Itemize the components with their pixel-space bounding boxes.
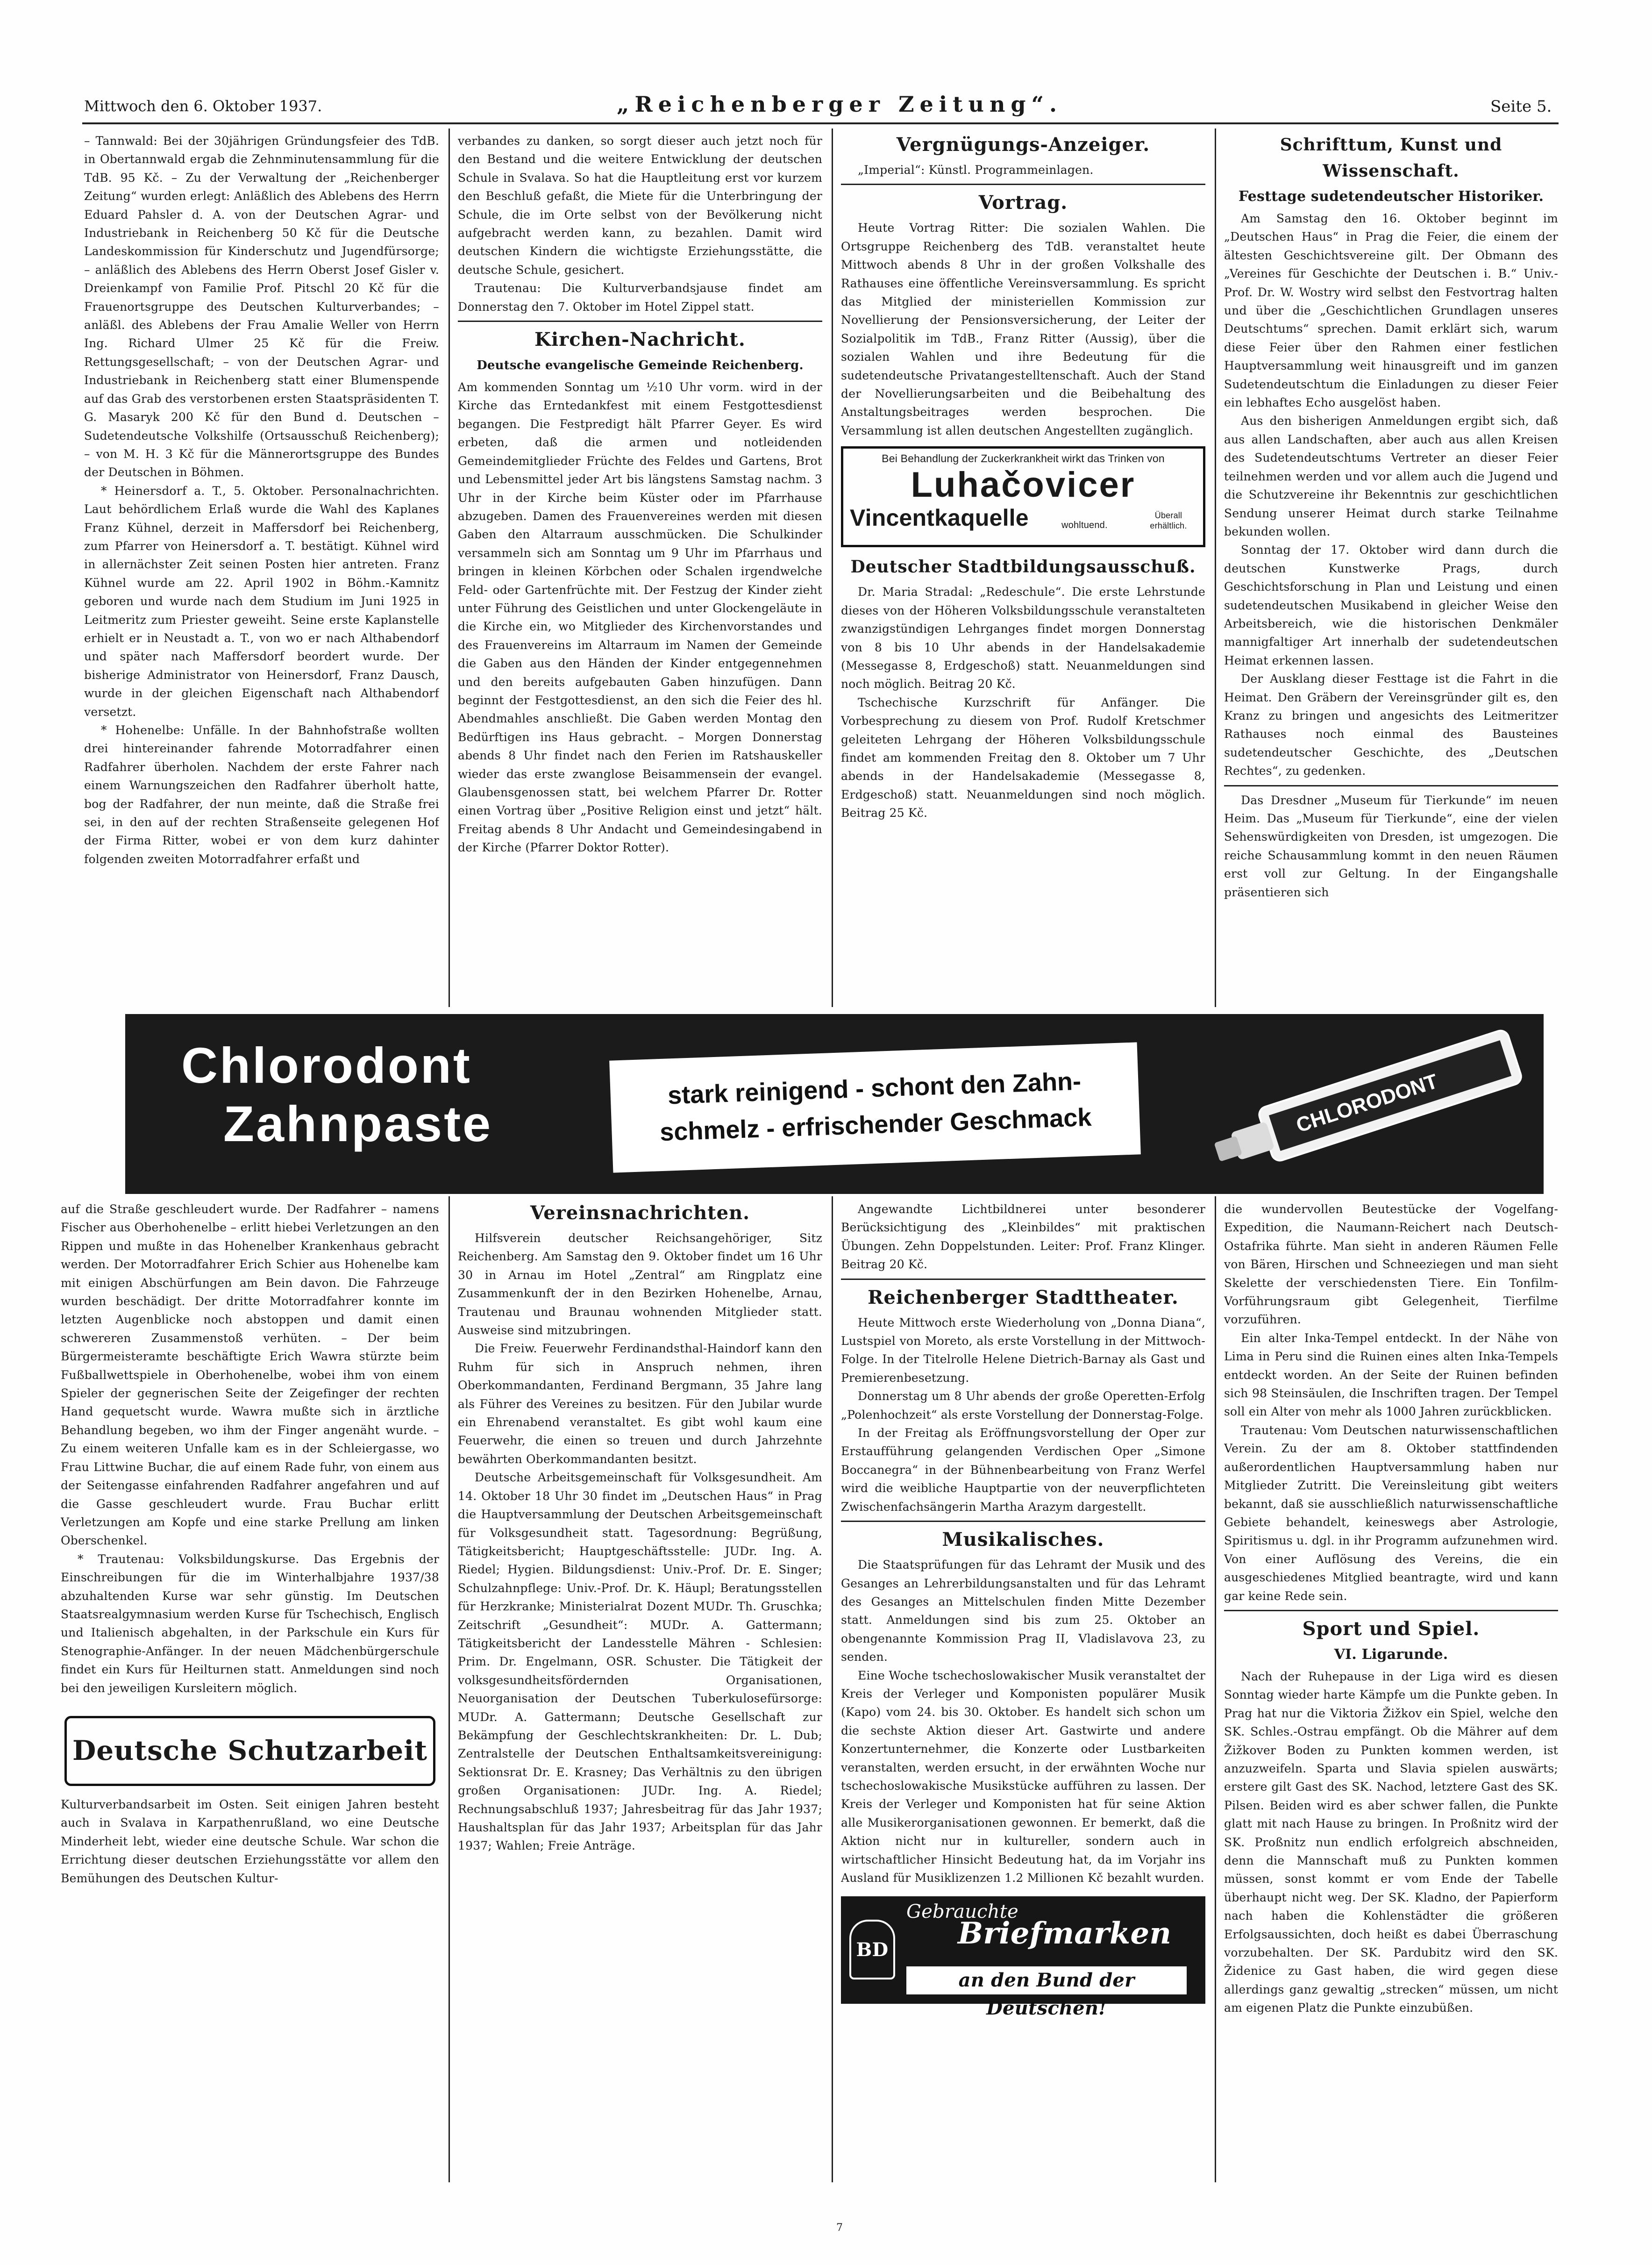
column-divider [1215,1196,1216,2182]
briefmarken-ad [841,1896,1205,2020]
ad-note-2: Überall erhältlich. [1150,511,1187,531]
musik-text-2: Eine Woche tschechoslowakischer Musik veranstaltet der Kreis der Verleger und Komponisten populärer Musik (Kapo) vom 24. bis 30. Oktober. Es handelt sich schon um die sechste Aktion dieser Art. Gastwirte und andere Konzertunternehmer, die Konzerte oder Lustbarkeiten veranstalten, werden ersucht, in der erwähnten Woche nur tschechoslowakische Musikstücke aufführen zu lassen. Der Kreis der Verleger und Komponisten hat für seine Aktion alle Musikerorganisationen gewonnen. Er bemerkt, daß die Aktion nicht nur in kultureller, sondern auch in wirtschaftlicher Hinsicht Bedeutung hat, da im Vorjahr ins Ausland für Musiklizenzen 1.2 Millionen Kč bezahlt wurden. [841,1668,1205,1885]
kirchen-heading: Kirchen-Nachricht. [534,329,746,351]
vergnuegung-text: „Imperial“: Künstl. Programmeinlagen. [858,163,1094,177]
trautenau-verein-text: Trautenau: Vom Deutschen naturwissenschaftlichen Verein. Zu der am 8. Oktober stattfindenden außerordentlichen Hauptversammlung haben nur Mitglieder Zutritt. Die Vereinsleitung gibt weiters bekannt, daß sie ausschließlich naturwissenschaftliche Gebiete behandelt, keineswegs aber Astrologie, Spiritismus u. dgl. in ihr Programm aufzunehmen wird. Von einer Auflösung des Vereins, die ein ausgeschiedenes Mitglied beantragte, wird und kann gar keine Rede sein. [1224,1423,1558,1603]
article-hohenelbe-cont: auf die Straße geschleudert wurde. Der Radfahrer – namens Fischer aus Oberhohenelbe – erlitt hiebei Verletzungen an den Rippen und mußte in das Hohenelber Krankenhaus gebracht werden. Der Motorradfahrer Erich Schier aus Hohenelbe kam mit einigen Abschürfungen am Bein davon. Die Fahrzeuge wurden beschädigt. Der dritte Motorradfahrer konnte im letzten Augenblicke noch abstoppen und damit einen schwereren Zusammenstoß verhüten. – Der beim Bürgermeisteramte beschäftigte Erich Wawra stürzte beim Fußballwettspiele in Oberhohenelbe, wobei ihm von einem Spieler der gegnerischen Seite der Zeigefinger der rechten Hand gequetscht wurde. Wawra mußte sich in ärztliche Behandlung begeben, wo ihm der Finger angenäht wurde. – Zu einem weiteren Unfalle kam es in der Schleiergasse, wo Frau Littwine Buchar, die auf einem Rade fuhr, von einem aus der Seitengasse einfahrenden Radfahrer angefahren und auf die Gasse geschleudert wurde. Frau Buchar erlitt Verletzungen am Kopfe und eine starke Prellung am linken Oberschenkel. [61,1202,439,1548]
column-1-bottom [61,1200,439,2181]
section-rule [841,1279,1205,1280]
theater-text-1: Heute Mittwoch erste Wiederholung von „Donna Diana“, Lustspiel von Moreto, als erste Vorstellung in der Mittwoch-Folge. In der Titelrolle Helene Dietrich-Barnay als Gast und Premierenbesetzung. [841,1315,1205,1385]
ad-brand: Luhačovicer [911,465,1136,505]
issue-date: Mittwoch den 6. Oktober 1937. [84,97,322,115]
section-rule [841,184,1205,185]
ad-top-line: Bei Behandlung der Zuckerkrankheit wirkt das Trinken von [882,452,1165,465]
bd-badge [849,1920,895,1979]
section-rule [458,321,822,322]
vortrag-heading: Vortrag. [978,192,1068,214]
column-4-top [1224,132,1558,1006]
musik-text-1: Die Staatsprüfungen für das Lehramt der Musik und des Gesanges an Lehrerbildungsanstalten und für das Lehramt des Gesanges an Mittelschulen finden Mitte Dezember statt. Anmeldungen sind bis zum 25. Oktober an obengenannte Kommission Prag II, Vladislavova 23, zu senden. [841,1558,1205,1664]
section-rule [1224,785,1558,786]
bd-badge-label: BD [856,1938,889,1961]
section-rule [841,1521,1205,1522]
verein-heading: Vereinsnachrichten. [530,1202,750,1224]
ad-line-3: an den Bund der Deutschen! [906,1966,1187,1994]
chlorodont-ad [125,1014,1544,1194]
column-1-top [84,132,439,1006]
luhacovice-ad [841,446,1205,547]
theater-heading: Reichenberger Stadttheater. [868,1286,1179,1308]
musik-heading: Musikalisches. [942,1529,1104,1551]
article-heinersdorf: * Heinersdorf a. T., 5. Oktober. Personalnachrichten. Laut behördlichem Erlaß wurde die Wahl des Kaplanes Franz Kühnel, derzeit in Maffersdorf bei Reichenberg, zum Pfarrer von Heinersdorf a. T. bestätigt. Kühnel wird in allernächster Zeit seinen Posten hier antreten. Franz Kühnel wurde am 22. April 1902 in Böhm.-Kamnitz geboren und wurde nach dem Studium im Juni 1925 in Leitmeritz zum Priester geweiht. Seine erste Kaplanstelle erhielt er in Neustadt a. T., von wo er nach Althabendorf und später nach Maffersdorf beordert wurde. Der bisherige Administrator von Heinersdorf, Franz Dausch, wurde in der gleichen Eigenschaft nach Althabendorf versetzt. [84,484,439,719]
article-trautenau-kurse: * Trautenau: Volksbildungskurse. Das Ergebnis der Einschreibungen für die im Winterhalbjahre 1937/38 abzuhaltenden Kurse war sehr günstig. Im Deutschen Staatsrealgymnasium werden Kurse für Tschechisch, Englisch und Italienisch abgehalten, in der Parkschule ein Kurs für Stenographie-Anfänger. In der neuen Mädchenbürgerschule findet ein Kurs für Heilturnen statt. Anmeldungen sind noch bei den jeweiligen Kursleitern möglich. [61,1552,439,1695]
sport-heading: Sport und Spiel. [1302,1617,1480,1640]
lichtbild-text: Angewandte Lichtbildnerei unter besonderer Berücksichtigung des „Kleinbildes“ mit praktischen Übungen. Zehn Doppelstunden. Leiter: Prof. Franz Klinger. Beitrag 20 Kč. [841,1202,1205,1272]
theater-text-2: Donnerstag um 8 Uhr abends der große Operetten-Erfolg „Polenhochzeit“ als erste Vorstellung der Donnerstag-Folge. [841,1389,1205,1422]
article-kulturverband-trautenau: Trautenau: Die Kulturverbandsjause findet am Donnerstag den 7. Oktober im Hotel Zippel statt. [458,281,822,314]
ad-product-name-2: Zahnpaste [223,1095,493,1152]
article-donations: – Tannwald: Bei der 30jährigen Gründungsfeier des TdB. in Obertannwald ergab die Zehnminutensammlung für die TdB. 95 Kč. – Zu der Verwaltung der „Reichenberger Zeitung“ wurden erlegt: Anläßlich des Ablebens des Herrn Eduard Pahsler d. A. von der Deutschen Agrar- und Industriebank in Reichenberg 50 Kč für die Deutsche Landeskommission für Kinderschutz und Jugendfürsorge; – anläßlich des Ablebens des Herrn Oberst Josef Gisler v. Dreienkampf von Familie Prof. Pitschl 20 Kč für die Frauenortsgruppe des Deutschen Kulturverbandes; – anläßl. des Ablebens der Frau Amalie Weller von Herrn Ing. Richard Ulmer 25 Kč für die Freiw. Rettungsgesellschaft; – von der Deutschen Agrar- und Industriebank in Reichenberg statt einer Blumenspende auf das Grab des verstorbenen ersten Staatspräsidenten T. G. Masaryk 200 Kč für den Bund d. Deutschen – Sudetendeutsche Volkshilfe (Ortsausschuß Reichenberg); – von M. H. 3 Kč für die Männerortsgruppe des Bundes der Deutschen in Böhmen. [84,134,439,479]
verein-text-1: Hilfsverein deutscher Reichsangehöriger, Sitz Reichenberg. Am Samstag den 9. Oktober findet um 16 Uhr 30 in Arnau im Hotel „Zentral“ am Ringplatz eine Zusammenkunft der in den Bezirken Hohenelbe, Arnau, Trautenau und Braunau wohnenden Mitglieder statt. Ausweise sind mitzubringen. [458,1231,822,1337]
schrifttum-subheading: Festtage sudetendeutscher Historiker. [1238,188,1544,205]
sport-text: Nach der Ruhepause in der Liga wird es diesen Sonntag wieder harte Kämpfe um die Punkte geben. In Prag hat nur die Viktoria Žižkov ein Spiel, welche den SK. Schles.-Ostrau empfängt. Ob die Mährer auf dem Žižkover Boden zu Punkten kommen werden, ist anzuzweifeln. Sparta und Slavia spielen auswärts; erstere gilt Gast des SK. Nachod, letztere Gast des SK. Pilsen. Beiden wird es aber schwer fallen, die Punkte glatt mit nach Hause zu bringen. In Proßnitz wird der SK. Proßnitz nun endlich erfolgreich abschneiden, denn die Mannschaft muß zu Punkten kommen müssen, sonst kommt er vom Ende der Tabelle überhaupt nicht weg. Der SK. Kladno, der Papierform nach haben die Kohlenstädter die größeren Erfolgsaussichten, doch heißt es dabei Überraschung vorzubehalten. Der SK. Pardubitz wird den SK. Židenice zu Gast haben, die wird gegen diese allerdings ganz gewaltig „strecken“ müssen, um nicht am eigenen Platz die Punkte einzubüßen. [1224,1669,1558,2015]
masthead-rule [82,122,1559,124]
tube-label: CHLORODONT [1293,1070,1441,1137]
schutzarbeit-text: Kulturverbandsarbeit im Osten. Seit einigen Jahren besteht auch in Svalava in Karpathenrußland, wo eine Deutsche Minderheit lebt, wieder eine deutsche Schule. War schon die Errichtung dieser deutschen Erziehungsstätte vor allem den Bemühungen des Deutschen Kultur- [61,1797,439,1885]
verein-text-3: Deutsche Arbeitsgemeinschaft für Volksgesundheit. Am 14. Oktober 18 Uhr 30 findet im „Deutschen Haus“ in Prag die Hauptversammlung der Deutschen Arbeitsgemeinschaft für Volksgesundheit statt. Tagesordnung: Begrüßung, Tätigkeitsbericht; Hauptgeschäftsstelle: JUDr. Ing. A. Riedel; Hygien. Bildungsdienst: Univ.-Prof. Dr. E. Singer; Schulzahnpflege: Univ.-Prof. Dr. K. Häupl; Beratungsstellen für Herzkranke; Ministerialrat Dozent MUDr. Th. Gruschka; Zeitschrift „Gesundheit“: MUDr. A. Gattermann; Tätigkeitsbericht der Landesstelle Mähren - Schlesien: Prim. Dr. Engelmann, OSR. Schuster. Die Tätigkeit der volksgesundheitsfördernden Organisationen, Neuorganisation der Deutschen Tuberkulosefürsorge: MUDr. A. Gattermann; Deutsche Gesellschaft zur Bekämpfung der Geschlechtskrankheiten: Dr. L. Dub; Zentralstelle der Deutschen Enthaltsamkeitsvereinigung: Sektionsrat Dr. E. Krasney; Das Verhältnis zu den übrigen großen Organisationen: JUDr. Ing. A. Riedel; Rechnungsabschluß 1937; Jahresbeitrag für das Jahr 1937; Haushaltsplan für das Jahr 1937; Arbeitsplan für das Jahr 1937; Wahlen; Freie Anträge. [458,1471,822,1853]
column-divider [1215,129,1216,1007]
ad-product-name-1: Chlorodont [181,1037,472,1093]
column-2-bottom [458,1200,822,2181]
schrifttum-text-3: Sonntag der 17. Oktober wird dann durch die deutschen Kunstwerke Prags, durch Geschichtsforschung in Plan und Leistung und einen sudetendeutschen Musikabend in gleicher Weise den Arbeitsbereich, wie die historischen Denkmäler mannigfaltiger Art innerhalb der sudetendeutschen Heimat erkennen lassen. [1224,543,1558,667]
sport-subheading: VI. Ligarunde. [1334,1646,1448,1663]
vortrag-text: Heute Vortrag Ritter: Die sozialen Wahlen. Die Ortsgruppe Reichenberg des TdB. veranstaltet heute Mittwoch abends 8 Uhr in der großen Volkshalle des Rathauses eine öffentliche Vereinsversammlung. Es spricht das Mitglied der ministeriellen Kommission zur Novellierung der Pensionsversicherung, der Leiter der Sozialpolitik im TdB., Franz Ritter (Aussig), über die sozialen Wahlen und ihre Bedeutung für die sudetendeutsche Privatangestelltenschaft. Auch der Stand der Novellierungsarbeiten und die Beibehaltung des Anstaltungsbeitrages werden besprochen. Die Versammlung ist allen deutschen Angestellten zugänglich. [841,221,1205,437]
column-divider [449,1196,450,2182]
stadtbildung-heading: Deutscher Stadtbildungsausschuß. [850,557,1196,577]
inka-text: Ein alter Inka-Tempel entdeckt. In der Nähe von Lima in Peru sind die Ruinen eines alten Inka-Tempels entdeckt worden. An der Seite der Ruinen befinden sich 98 Steinsäulen, die Inschriften tragen. Der Tempel soll ein Alter von mehr als 1000 Jahren zurückblicken. [1224,1331,1558,1419]
column-3-top [841,132,1205,1006]
ad-slogan-2: schmelz - erfrischender Geschmack [659,1103,1092,1147]
column-divider [832,1196,833,2182]
schutzarbeit-title: Deutsche Schutzarbeit [72,1735,428,1767]
column-4-bottom [1224,1200,1558,2181]
schrifttum-heading: Schrifttum, Kunst und Wissenschaft. [1280,135,1502,181]
article-svalava-cont: verbandes zu danken, so sorgt dieser auch jetzt noch für den Bestand und die weitere Entwicklung der deutschen Schule in Svalava. So hat die Hauptleitung erst vor kurzem den Beschluß gefaßt, die Miete für die Unterbringung der Schule, die im Orte selbst von der Bevölkerung nicht aufgebracht werden kann, zu bezahlen. Damit wird deutschen Kindern die wichtigste Erziehungsstätte, die deutsche Schule, gesichert. [458,134,822,277]
ad-line-1: Gebrauchte [906,1901,1018,1923]
theater-text-3: In der Freitag als Eröffnungsvorstellung der Oper zur Erstaufführung gelangenden Verdischen Oper „Simone Boccanegra“ in der Bühnenbearbeitung von Franz Werfel wird die weibliche Hauptpartie von der neuverpflichteten Zwischenfachsängerin Martha Arazym dargestellt. [841,1426,1205,1514]
schrifttum-text-4: Der Ausklang dieser Festtage ist die Fahrt in die Heimat. Den Gräbern der Vereinsgründer gilt es, den Kranz zu bringen und angesichts des Leitmeritzer Rathauses noch einmal des Bausteines sudetendeutscher Geschichte, des „Deutschen Rechtes“, zu gedenken. [1224,672,1558,778]
stadtbildung-text-1: Dr. Maria Stradal: „Redeschule“. Die erste Lehrstunde dieses von der Höheren Volksbildungsschule veranstalteten zwanzigstündigen Lehrganges findet morgen Donnerstag von 8 bis 10 Uhr abends in der Handelsakademie (Messegasse 8, Erdgeschoß) statt. Neuanmeldungen sind noch möglich. Beitrag 20 Kč. [841,585,1205,691]
ad-slogan-1: stark reinigend - schont den Zahn- [667,1067,1082,1110]
column-3-bottom [841,1200,1205,2181]
ad-product: Vincentkaquelle [850,505,1029,531]
schrifttum-text-2: Aus den bisherigen Anmeldungen ergibt sich, daß aus allen Landschaften, aber auch aus allen Kreisen des Sudetendeutschtums Vertreter an dieser Feier teilnehmen werden und vor allem auch die Jugend und die Schutzvereine ihr Bekenntnis zur geschichtlichen Sendung unserer Heimat durch starke Teilnahme bekunden wollen. [1224,414,1558,538]
column-divider [449,129,450,1007]
column-divider [832,129,833,1007]
museum-text-cont: die wundervollen Beutestücke der Vogelfang-Expedition, die Naumann-Reichert nach Deutsch-Ostafrika führte. Man sieht in anderen Räumen Felle von Bären, Hirschen und Schneeziegen und man sieht Skelette der verschiedensten Tiere. Ein Tonfilm-Vorführungsraum gibt Gelegenheit, Tierfilme vorzuführen. [1224,1202,1558,1327]
museum-text: Das Dresdner „Museum für Tierkunde“ im neuen Heim. Das „Museum für Tierkunde“, eine der vielen Sehenswürdigkeiten von Dresden, ist umgezogen. Die reiche Schausammlung kommt in den neuen Räumen erst voll zur Geltung. In der Eingangshalle präsentieren sich [1224,793,1558,899]
kirchen-subheading: Deutsche evangelische Gemeinde Reichenberg. [477,358,804,373]
vergnuegung-heading: Vergnügungs-Anzeiger. [896,134,1150,156]
ad-line-2: Briefmarken [958,1916,1172,1951]
article-hohenelbe: * Hohenelbe: Unfälle. In der Bahnhofstraße wollten drei hintereinander fahrende Motorradfahrer einen Radfahrer überholen. Nachdem der erste Fahrer nach einem Warnungszeichen den Radfahrer überholt hatte, bog der Radfahrer, der nun meinte, daß die Straße frei sei, in den auf der rechten Straßenseite gelegenen Hof der Firma Ritter, wobei er von dem kurz dahinter folgenden zweiten Motorradfahrer erfaßt und [84,723,439,866]
footer-mark: 7 [836,2222,843,2234]
schutzarbeit-banner [64,1716,435,1786]
ad-note-1: wohltuend. [1061,520,1108,531]
verein-text-2: Die Freiw. Feuerwehr Ferdinandsthal-Haindorf kann den Ruhm für sich in Anspruch nehmen, ihren Oberkommandanten, Ferdinand Bergmann, 35 Jahre lang als Führer des Vereines zu besitzen. Für den Jubilar wurde ein Ehrenabend veranstaltet. Es gibt wohl kaum eine Feuerwehr, die einen so treuen und durch Jahrzehnte bewährten Oberkommandanten besitzt. [458,1342,822,1466]
kirchen-text: Am kommenden Sonntag um ½10 Uhr vorm. wird in der Kirche das Erntedankfest mit einem Festgottesdienst begangen. Die Festpredigt hält Pfarrer Geyer. Es wird erbeten, daß die armen und notleidenden Gemeindemitglieder Früchte des Feldes und Gartens, Brot und Lebensmittel jeder Art bis längstens Samstag nachm. 3 Uhr in der Kirche beim Küster oder im Pfarrhause abzugeben. Damen des Frauenvereines werden mit diesen Gaben den Altarraum ausschmücken. Die Schulkinder versammeln sich am Sonntag um 9 Uhr im Pfarrhaus und bringen in kleinen Körbchen oder Schalen irgendwelche Feld- oder Gartenfrüchte mit. Der Festzug der Kinder zieht unter Führung des Geistlichen und unter Glockengeläute in die Kirche ein, wo Mitglieder des Kirchenvorstandes und des Frauenvereins im Altarraum im Namen der Gemeinde die Gaben aus den Händen der Kinder entgegennehmen und den bereits aufgebauten Gaben hinzufügen. Dann beginnt der Festgottesdienst, an den sich die Feier des hl. Abendmahles anschließt. Die Gaben werden Montag den Bedürftigen ins Haus gebracht. – Morgen Donnerstag abends 8 Uhr findet nach den Ferien im Ratshauskeller wieder das erste zwanglose Beisammensein der evangel. Glaubensgenossen statt, bei welchem Pfarrer Dr. Rotter einen Vortrag über „Positive Religion einst und jetzt“ hält. Freitag abends 8 Uhr Andacht und Gemeindesingabend in der Kirche (Pfarrer Doktor Rotter). [458,380,822,855]
stadtbildung-text-2: Tschechische Kurzschrift für Anfänger. Die Vorbesprechung zu diesem von Prof. Rudolf Kretschmer geleiteten Lehrgang der Höheren Volksbildungsschule findet am kommenden Freitag den 8. Oktober um 7 Uhr abends in der Handelsakademie (Messegasse 8, Erdgeschoß) statt. Neuanmeldungen sind noch möglich. Beitrag 25 Kč. [841,695,1205,820]
ad-slogan-box [609,1042,1141,1172]
section-rule [1224,1610,1558,1611]
toothpaste-tube-icon [1200,1023,1536,1182]
schrifttum-text-1: Am Samstag den 16. Oktober beginnt im „Deutschen Haus“ in Prag die Feier, die einem der ältesten Geschichtsvereine gilt. Der Obmann des „Vereines für Geschichte der Deutschen i. B.“ Univ.-Prof. Dr. W. Wostry wird selbst den Festvortrag halten und über die „Geschichtlichen Grundlagen unseres Deutschtums“ sprechen. Damit erklärt sich, warum diese Feier über den Rahmen einer festlichen Hauptversammlung weit hinausgreift und im ganzen Sudetendeutschtum die Einladungen zu dieser Feier ein lebhaftes Echo ausgelöst haben. [1224,212,1558,410]
newspaper-title: „Reichenberger Zeitung“. [617,92,1063,117]
page-number: Seite 5. [1490,97,1552,116]
column-2-top [458,132,822,1006]
